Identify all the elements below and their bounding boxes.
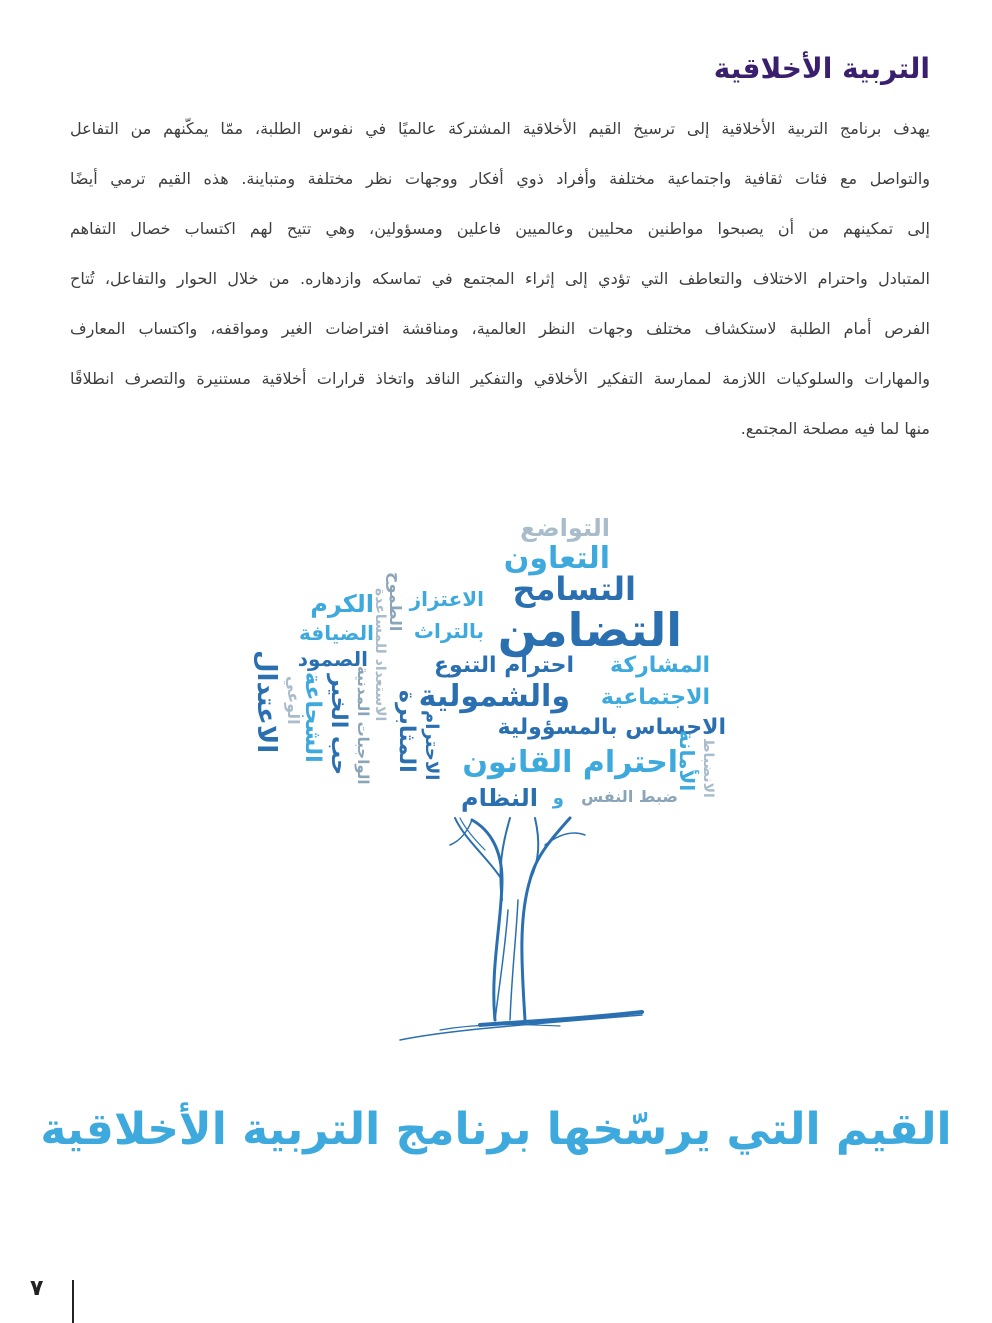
word-love-good: حب الخير: [326, 674, 351, 776]
section-heading: التربية الأخلاقية: [713, 52, 930, 85]
word-hospitality: الضيافة: [299, 621, 374, 645]
page-number: ٧: [30, 1276, 44, 1301]
paragraph-line: إلى تمكينهم من أن يصبحوا مواطنين محليين وعالميين فاعلين ومسؤولين، وهي تتيح لهم اكتساب خصال التفاهم: [70, 219, 930, 238]
word-resilience: الصمود: [297, 647, 368, 671]
word-civic-duties: الواجبات المدنية: [354, 666, 372, 785]
intro-paragraph: [70, 104, 930, 454]
paragraph-line: الفرص أمام الطلبة لاستكشاف مختلف وجهات النظر العالمية، ومناقشة افتراضات الغير ومواقفه، واكتساب المعارف: [70, 319, 930, 338]
word-pride: الاعتزاز: [409, 587, 484, 611]
word-willingness-help: الاستعداد للمساعدة: [372, 588, 388, 722]
word-awareness: الوعي: [284, 676, 303, 725]
word-order: النظام: [460, 784, 538, 812]
word-self-control: ضبط النفس: [581, 787, 678, 806]
word-inclusiveness: والشمولية: [418, 679, 570, 714]
page-number-divider: [72, 1280, 74, 1323]
paragraph-line: يهدف برنامج التربية الأخلاقية إلى ترسيخ القيم الأخلاقية المشتركة عالميًا في نفوس الطلبة، ممّا يمكّنهم من التفاعل: [70, 119, 930, 138]
word-tolerance: التسامح: [512, 570, 636, 608]
word-participation: المشاركة: [610, 653, 710, 678]
paragraph-line: منها لما فيه مصلحة المجتمع.: [740, 419, 930, 438]
word-ambition: الطموح: [386, 572, 405, 632]
values-word-cloud: [240, 500, 740, 1060]
figure-caption: القيم التي يرسّخها برنامج التربية الأخلاقية: [40, 1104, 952, 1155]
values-tree-illustration: [240, 500, 740, 1060]
word-social: الاجتماعية: [600, 685, 710, 710]
paragraph-line: المتبادل واحترام الاختلاف والتعاطف التي تؤدي إلى إثراء المجتمع في تماسكه وازدهاره. من خلال الحوار والتفاعل، تُتاح: [70, 269, 930, 288]
word-respect: الاحترام: [421, 710, 442, 781]
tree-trunk-icon: [400, 818, 642, 1040]
word-humility: التواضع: [520, 514, 610, 542]
word-and: و: [552, 788, 564, 809]
word-discipline: الانضباط: [700, 738, 716, 798]
word-cooperation: التعاون: [503, 541, 610, 576]
word-heritage: بالتراث: [413, 619, 484, 643]
word-respect-law: احترام القانون: [462, 745, 678, 780]
word-generosity: الكرم: [310, 590, 374, 618]
word-responsibility: الاحساس بالمسؤولية: [497, 715, 726, 740]
paragraph-line: والمهارات والسلوكيات اللازمة لممارسة التفكير الأخلاقي والتفكير الناقد واتخاذ قرارات أخلاقية مستنيرة والتصرف انطلاقًا: [70, 369, 930, 388]
word-moderation: الاعتدال: [251, 650, 281, 754]
word-courage: الشجاعة: [300, 672, 325, 763]
word-respect-diversity: احترام التنوع: [434, 653, 574, 678]
word-honesty: الأمانة: [675, 730, 699, 792]
word-perseverance: المثابرة: [394, 690, 419, 773]
word-solidarity: التضامن: [497, 603, 682, 657]
paragraph-line: والتواصل مع فئات ثقافية واجتماعية مختلفة وأفراد ذوي أفكار ووجهات نظر مختلفة ومتباينة. هذه القيم ترمي أيضًا: [70, 169, 930, 188]
